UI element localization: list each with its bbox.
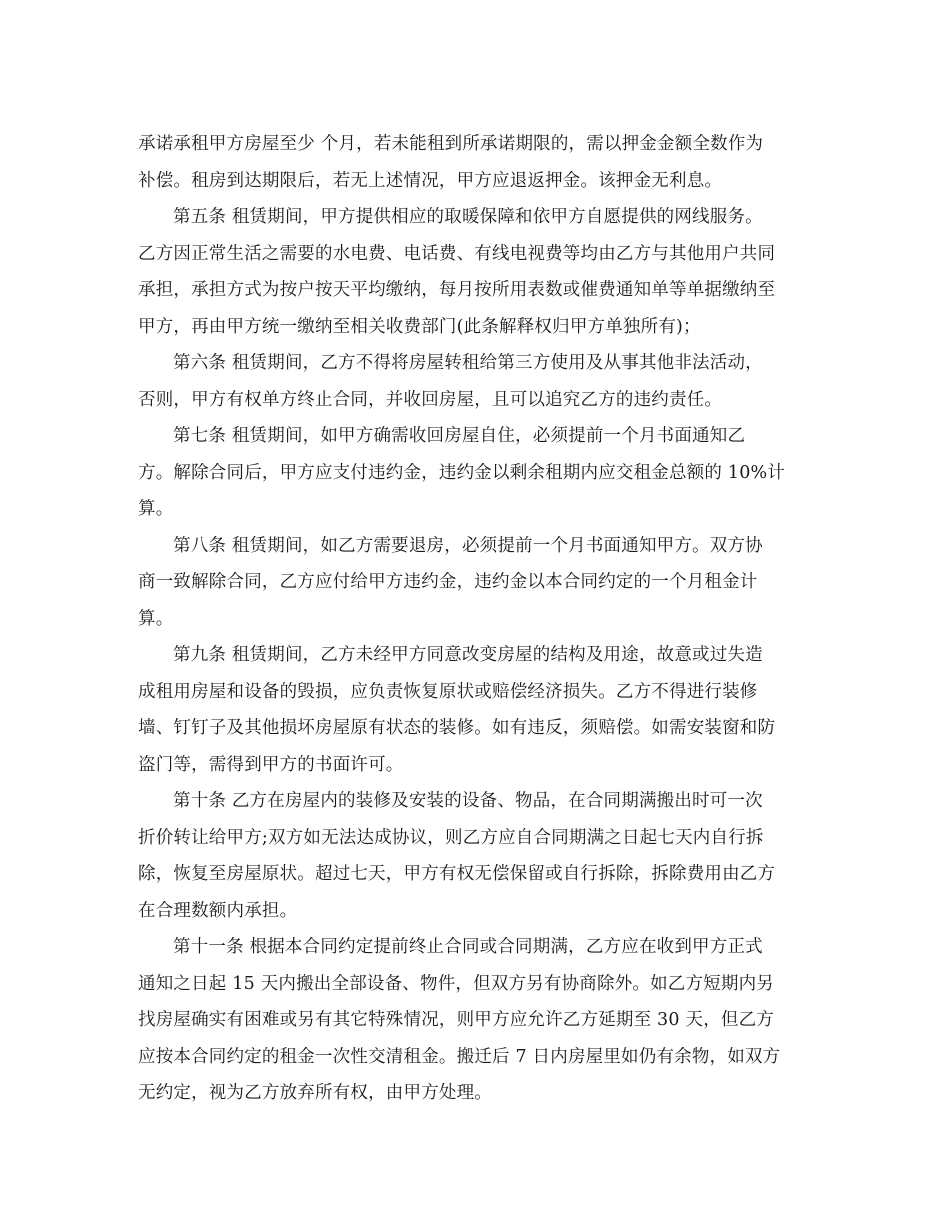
text-line: 盗门等，需得到甲方的书面许可。: [138, 754, 404, 775]
text-line: 甲方，再由甲方统一缴纳至相关收费部门(此条解释权归甲方单独所有)；: [138, 316, 701, 337]
text-line: 乙方因正常生活之需要的水电费、电话费、有线电视费等均由乙方与其他用户共同: [138, 243, 776, 264]
text-line: 折价转让给甲方;双方如无法达成协议，则乙方应自合同期满之日起七天内自行拆: [138, 827, 764, 848]
text-line: 应按本合同约定的租金一次性交清租金。搬迁后 7 日内房屋里如仍有余物，如双方: [138, 1046, 781, 1067]
text-line: 墙、钉钉子及其他损坏房屋原有状态的装修。如有违反，须赔偿。如需安装窗和防: [138, 718, 776, 738]
paragraph-article-10: [138, 783, 814, 929]
text-line: 在合理数额内承担。: [138, 900, 298, 921]
text-line: 除，恢复至房屋原状。超过七天，甲方有权无偿保留或自行拆除，拆除费用由乙方: [138, 864, 776, 884]
text-line: 算。: [138, 499, 174, 519]
text-line: 找房屋确实有困难或另有其它特殊情况，则甲方应允许乙方延期至 30 天，但乙方: [138, 1010, 774, 1030]
text-line: 算。: [138, 608, 174, 629]
text-line: 无约定，视为乙方放弃所有权，由甲方处理。: [138, 1083, 492, 1103]
text-line: 否则，甲方有权单方终止合同，并收回房屋，且可以追究乙方的违约责任。: [138, 389, 723, 410]
text-line: 第七条 租赁期间，如甲方确需收回房屋自住，必须提前一个月书面通知乙: [173, 426, 746, 446]
paragraph-article-7: [138, 418, 814, 528]
text-line: 承诺承租甲方房屋至少 个月，若未能租到所承诺期限的，需以押金金额全数作为: [138, 134, 764, 154]
paragraph-article-11: [138, 929, 814, 1112]
paragraph-article-5: [138, 199, 814, 345]
text-line: 方。解除合同后，甲方应支付违约金，违约金以剩余租期内应交租金总额的 10%计: [138, 462, 786, 483]
document-page: [138, 126, 814, 1112]
text-line: 第八条 租赁期间，如乙方需要退房，必须提前一个月书面通知甲方。双方协: [173, 535, 763, 556]
text-line: 第九条 租赁期间，乙方未经甲方同意改变房屋的结构及用途，故意或过失造: [173, 645, 763, 665]
text-line: 第五条 租赁期间，甲方提供相应的取暖保障和依甲方自愿提供的网线服务。: [173, 207, 763, 227]
paragraph-article-8: [138, 528, 814, 638]
text-line: 商一致解除合同，乙方应付给甲方违约金，违约金以本合同约定的一个月租金计: [138, 572, 758, 592]
text-line: 补偿。租房到达期限后，若无上述情况，甲方应退返押金。该押金无利息。: [138, 170, 723, 191]
paragraph-deposit: [138, 126, 814, 199]
paragraph-article-9: [138, 637, 814, 783]
text-line: 第六条 租赁期间，乙方不得将房屋转租给第三方使用及从事其他非法活动，: [173, 353, 763, 373]
text-line: 第十一条 根据本合同约定提前终止合同或合同期满，乙方应在收到甲方正式: [173, 937, 763, 957]
text-line: 承担，承担方式为按户按天平均缴纳，每月按所用表数或催费通知单等单据缴纳至: [138, 280, 776, 300]
text-line: 通知之日起 15 天内搬出全部设备、物件，但双方另有协商除外。如乙方短期内另: [138, 973, 774, 994]
text-line: 第十条 乙方在房屋内的装修及安装的设备、物品，在合同期满搬出时可一次: [173, 791, 763, 811]
paragraph-article-6: [138, 345, 814, 418]
text-line: 成租用房屋和设备的毁损，应负责恢复原状或赔偿经济损失。乙方不得进行装修: [138, 681, 758, 702]
